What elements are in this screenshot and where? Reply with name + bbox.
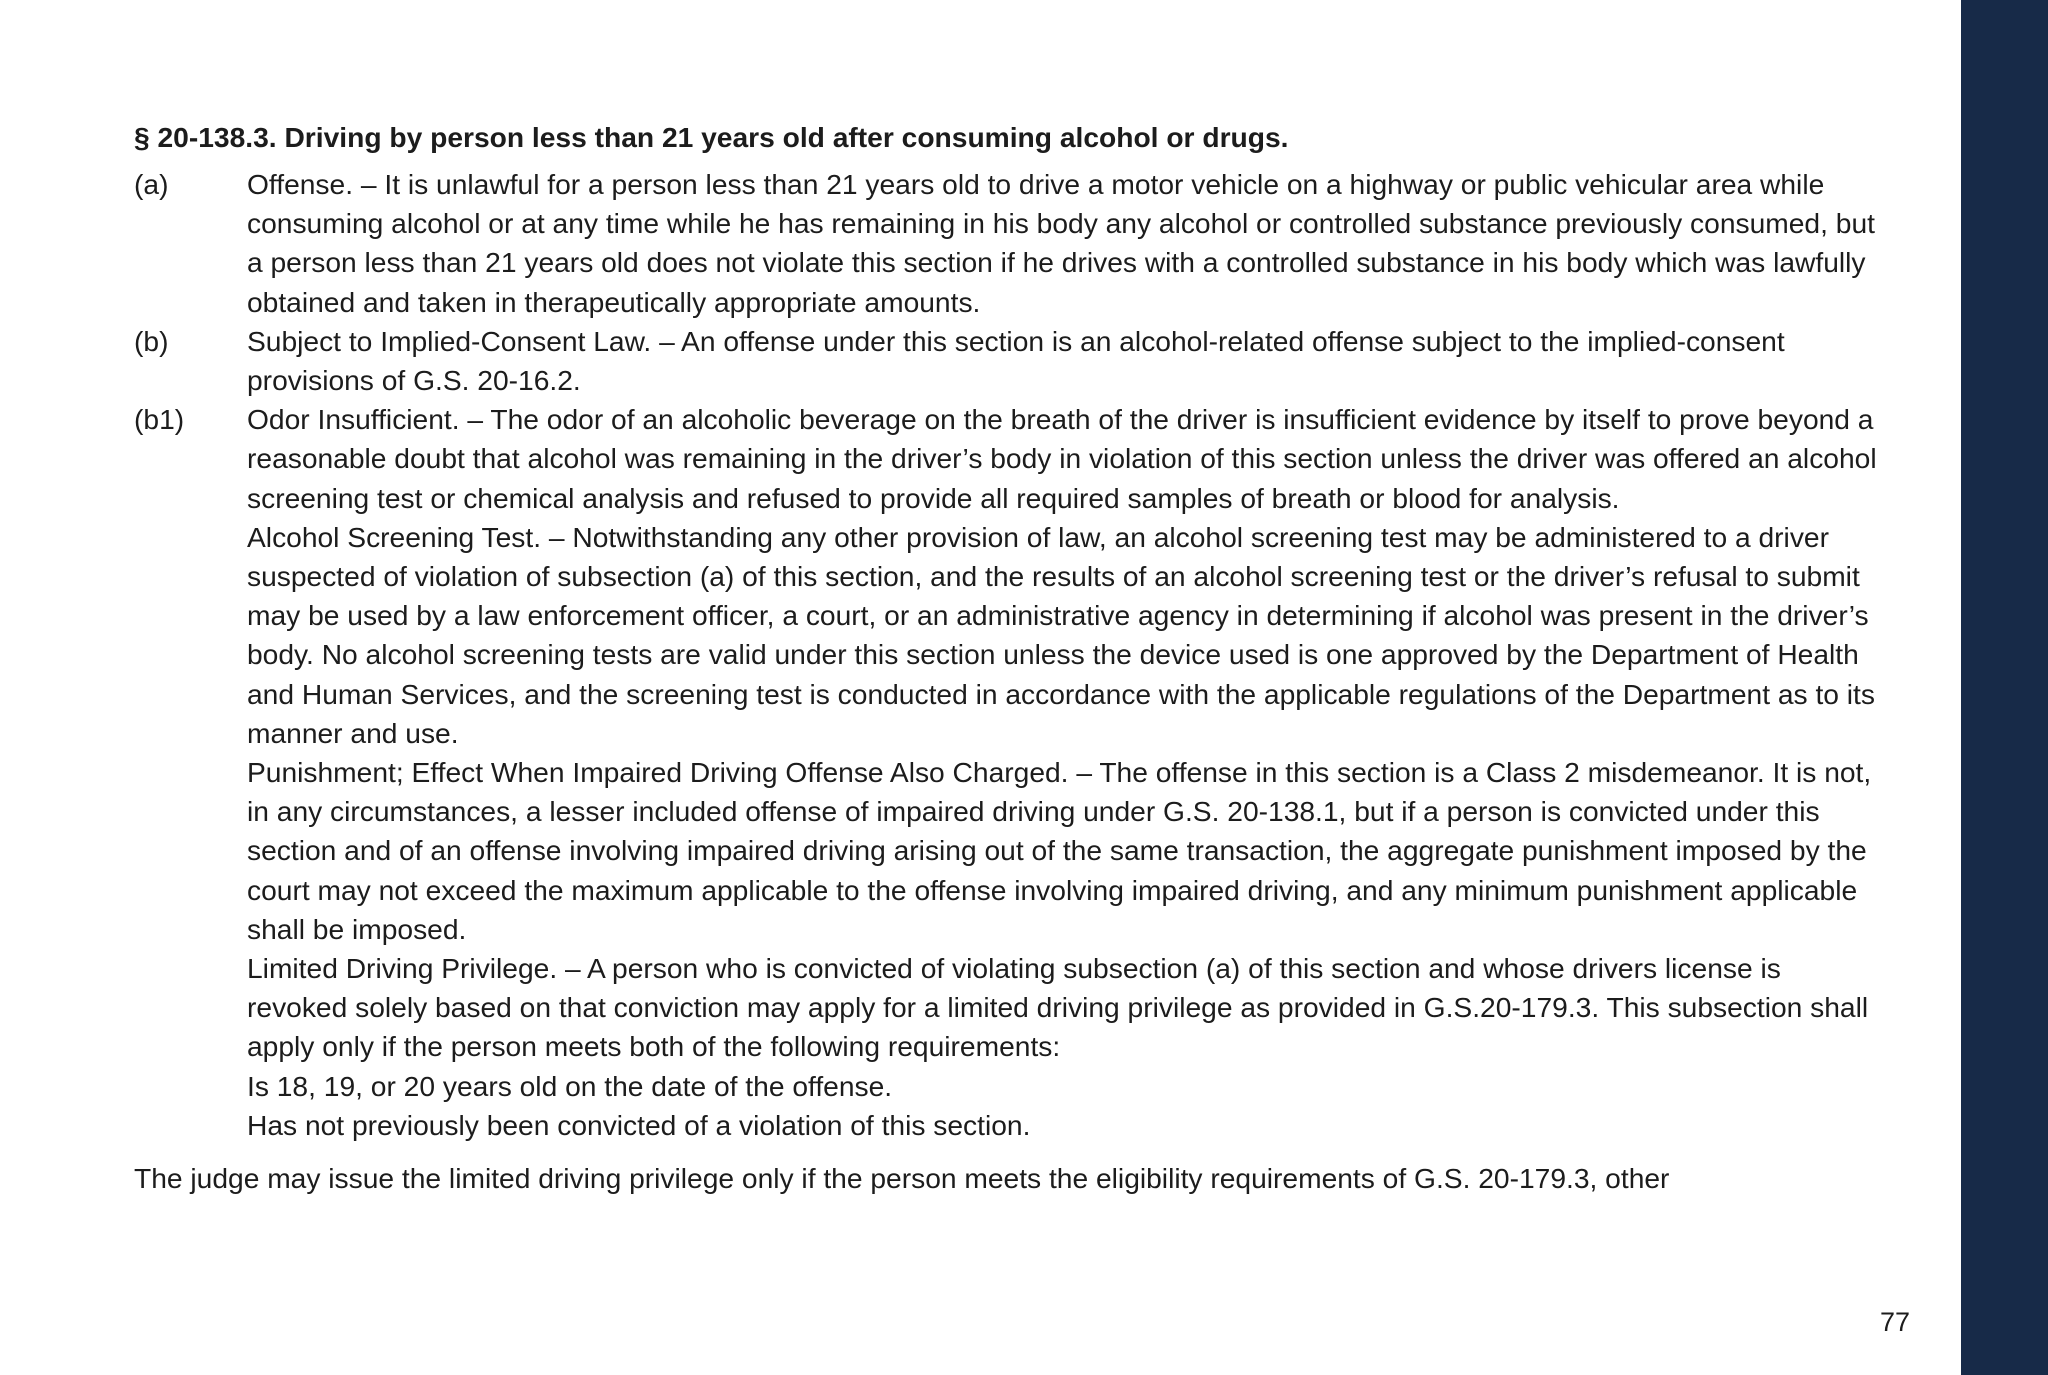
subsection-label: (a)	[134, 168, 169, 200]
closing-paragraph: The judge may issue the limited driving privilege only if the person meets the eligibility requirements of G.S. 20-179.3, other	[134, 1162, 1670, 1195]
subsection-text: Alcohol Screening Test. – Notwithstanding any other provision of law, an alcohol screening test may be administered to a driver suspected of violation of subsection (a) of this section, and the results of an alcohol screening test or the driver’s refusal to submit may be used by a law enforcement officer, a court, or an administrative agency in determining if alcohol was present in the driver’s body. No alcohol screening tests are valid under this section unless the device used is one approved by the Department of Health and Human Services, and the screening test is conducted in accordance with the applicable regulations of the Department as to its manner and use.	[247, 520, 1875, 749]
subsection-text: Odor Insufficient. – The odor of an alcoholic beverage on the breath of the driver is insufficient evidence by itself to prove beyond a reasonable doubt that alcohol was remaining in the driver’s body in violation of this section unless the driver was offered an alcohol screening test or chemical analysis and refused to provide all required samples of breath or blood for analysis.	[247, 403, 1877, 514]
subsection-punishment	[134, 753, 1884, 949]
subsection-b1	[134, 400, 1884, 518]
subsection-text: Is 18, 19, or 20 years old on the date of the offense.	[247, 1069, 893, 1102]
subsection-label: (b1)	[134, 403, 185, 436]
requirement-no-prior-conviction	[134, 1106, 1884, 1145]
subsection-a	[134, 165, 1884, 322]
requirement-age	[134, 1067, 1884, 1106]
subsection-text: Limited Driving Privilege. – A person who is convicted of violating subsection (a) of this section and whose drivers license is revoked solely based on that conviction may apply for a limited driving privilege as provided in G.S.20-179.3. This subsection shall apply only if the person meets both of the following requirements:	[247, 952, 1869, 1063]
navy-side-bar	[1961, 0, 2048, 1375]
subsection-alcohol-screening-test	[134, 518, 1884, 753]
subsection-text: Has not previously been convicted of a violation of this section.	[247, 1108, 1031, 1141]
subsection-text: Punishment; Effect When Impaired Driving Offense Also Charged. – The offense in this section is a Class 2 misdemeanor. It is not, in any circumstances, a lesser included offense of impaired driving under G.S. 20-138.1, but if a person is convicted under this section and of an offense involving impaired driving arising out of the same transaction, the aggregate punishment imposed by the court may not exceed the maximum applicable to the offense involving impaired driving, and any minimum punishment applicable shall be imposed.	[247, 756, 1872, 945]
page-number: 77	[1879, 1307, 1910, 1337]
subsection-b	[134, 322, 1884, 400]
subsection-limited-driving-privilege	[134, 949, 1884, 1067]
statute-heading: § 20-138.3. Driving by person less than 21 years old after consuming alcohol or drugs.	[134, 121, 1289, 153]
subsection-text: Subject to Implied-Consent Law. – An offense under this section is an alcohol-related offense subject to the implied-consent provisions of G.S. 20-16.2.	[247, 324, 1785, 397]
subsection-label: (b)	[134, 324, 169, 357]
subsection-text: Offense. – It is unlawful for a person less than 21 years old to drive a motor vehicle on a highway or public vehicular area while consuming alcohol or at any time while he has remaining in his body any alcohol or controlled substance previously consumed, but a person less than 21 years old does not violate this section if he drives with a controlled substance in his body which was lawfully obtained and taken in therapeutically appropriate amounts.	[247, 168, 1875, 318]
statute-content	[134, 118, 1884, 1198]
